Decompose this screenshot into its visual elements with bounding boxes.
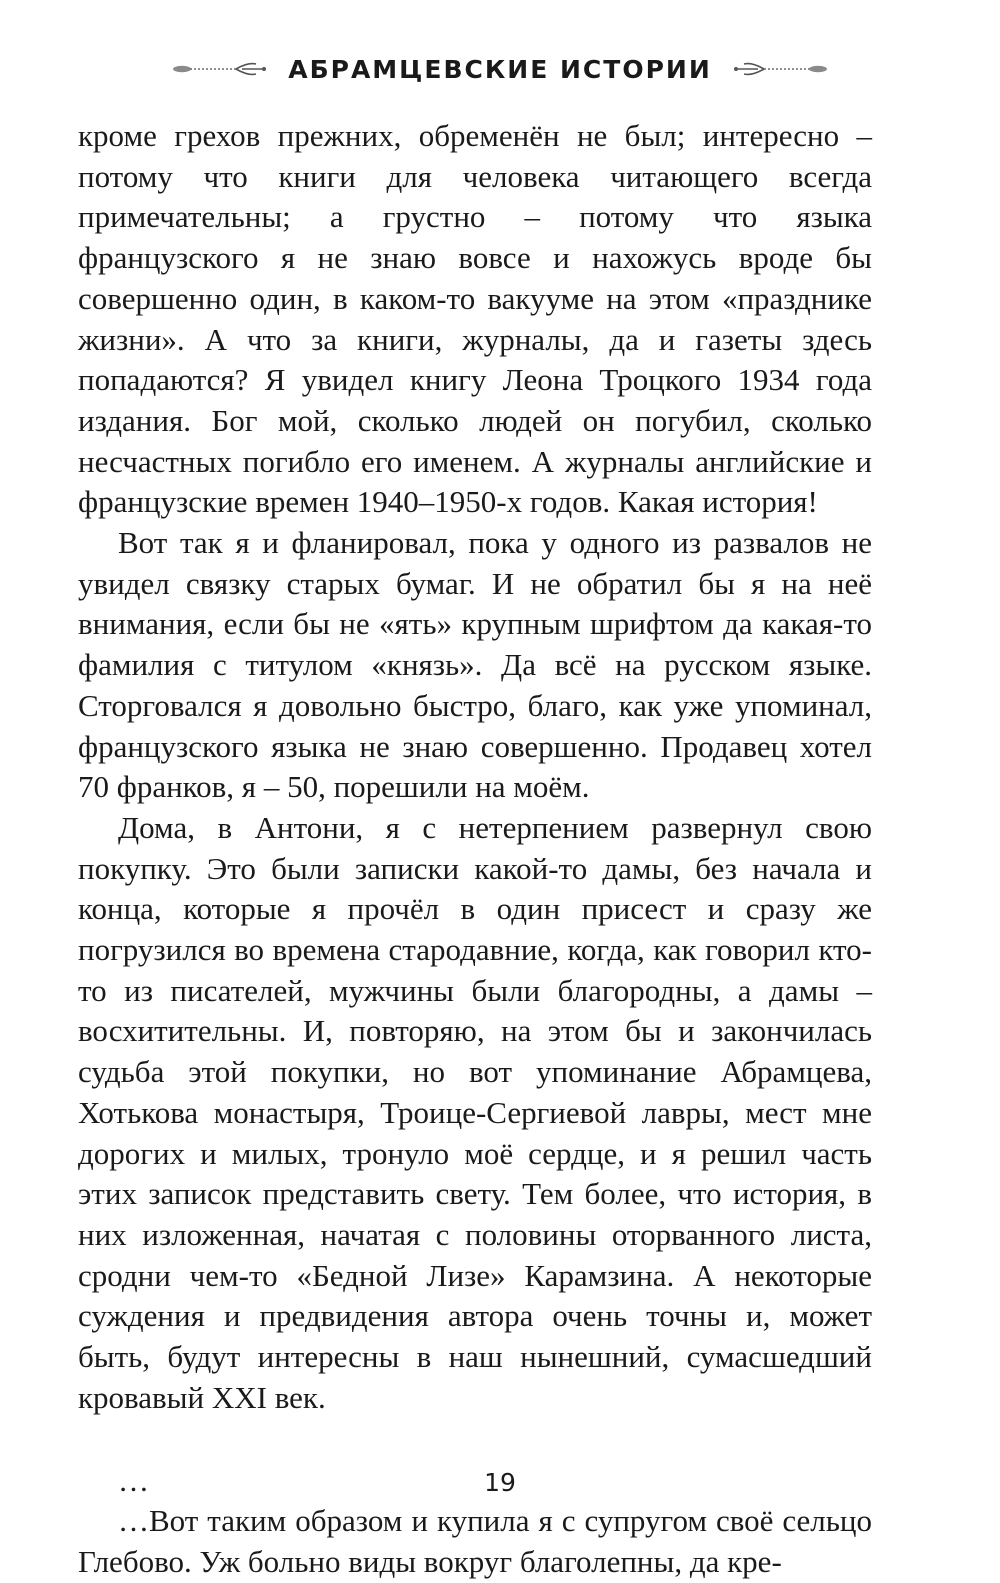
body-text	[78, 116, 872, 1583]
page-number: 19	[484, 1468, 516, 1497]
running-header	[0, 44, 1000, 94]
paragraph-4: …Вот таким образом и купила я с супругом своё сельцо Глебово. Уж больно виды вокруг благолепны, да кре-	[78, 1503, 872, 1579]
paragraph-1: кроме грехов прежних, обременён не был; интересно – потому что книги для человека читающего всегда примечательны; а грустно – потому что языка французского я не знаю вовсе и нахожусь вроде бы совершенно один, в каком-то вакууме на этом «празднике жизни». А что за книги, журналы, да и газеты здесь попадаются? Я увидел книгу Леона Троцкого 1934 года издания. Бог мой, сколько людей он погубил, сколько несчастных погибло его именем. А журналы английские и французские времен 1940–1950-х годов. Какая история!	[78, 118, 872, 520]
paragraph-2: Вот так я и фланировал, пока у одного из развалов не увидел связку старых бумаг. И не обратил бы я на неё внимания, если бы не «ять» крупным шрифтом да какая-то фамилия с титулом «князь». Да всё на русском языке. Сторговался я довольно быстро, благо, как уже упоминал, французского языка не знаю совершенно. Продавец хотел 70 франков, я – 50, порешили на моём.	[78, 525, 872, 805]
section-break-ellipsis: …	[118, 1462, 149, 1498]
running-header-title: АБРАМЦЕВСКИЕ ИСТОРИИ	[288, 54, 712, 84]
ornament-scroll-left-icon	[170, 59, 270, 79]
paragraph-3: Дома, в Антони, я с нетерпением развернул свою покупку. Это были записки какой-то дамы, без начала и конца, которые я прочёл в один присест и сразу же погрузился во времена стародавние, когда, как говорил кто-то из писателей, мужчины были благородны, а дамы – восхитительны. И, повторяю, на этом бы и закончилась судьба этой покупки, но вот упоминание Абрамцева, Хотькова монастыря, Троице-Сергиевой лавры, мест мне дорогих и милых, тронуло моё сердце, и я решил часть этих записок представить свету. Тем более, что история, в них изложенная, начатая с половины оторванного листа, сродни чем-то «Бедной Лизе» Карамзина. А некоторые суждения и предвидения автора очень точны и, может быть, будут интересны в наш нынешний, сумасшедший кровавый XXI век.	[78, 809, 872, 1415]
ornament-scroll-right-icon	[730, 59, 830, 79]
